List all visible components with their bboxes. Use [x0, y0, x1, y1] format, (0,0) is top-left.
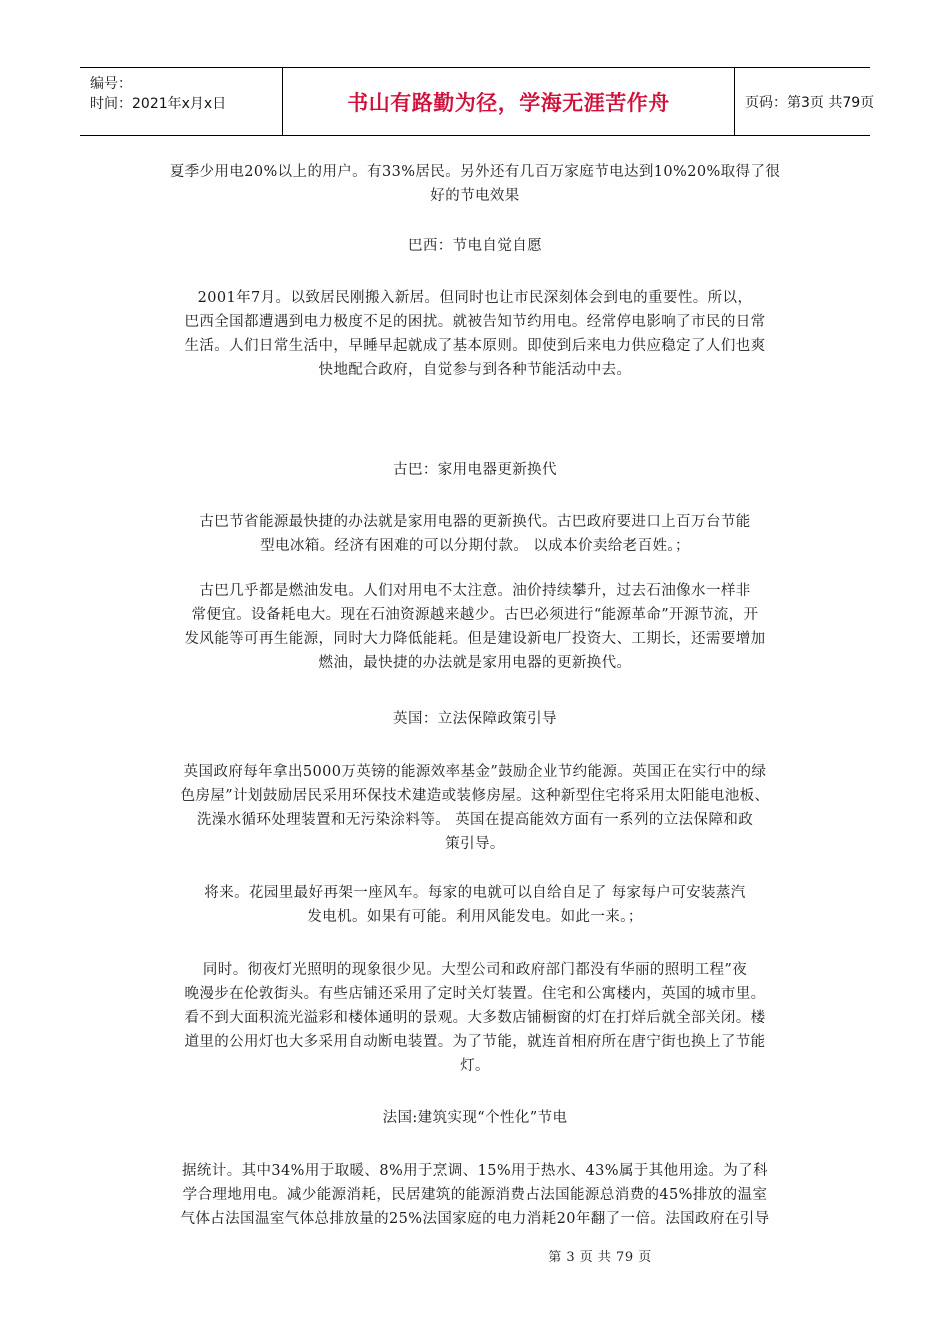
text-line: 英国政府每年拿出5000万英镑的能源效率基金”鼓励企业节约能源。英国正在实行中的绿	[183, 764, 767, 780]
text-line: 2001年7月。以致居民刚搬入新居。但同时也让市民深刻体会到电的重要性。所以，	[197, 290, 753, 306]
text-line: 燃油，最快捷的办法就是家用电器的更新换代。	[318, 655, 632, 671]
text-line: 发电机。如果有可能。利用风能发电。如此一来。；	[307, 909, 643, 925]
text-line: 好的节电效果	[430, 188, 520, 204]
section-heading: 巴西：节电自觉自愿	[407, 238, 543, 254]
page-footer	[0, 1246, 950, 1265]
paragraph	[140, 579, 810, 675]
text-line: 生活。人们日常生活中，早睡早起就成了基本原则。即使到后来电力供应稳定了人们也爽	[184, 338, 766, 354]
page-header	[80, 67, 875, 136]
text-line: 夏季少用电20%以上的用户。有33%居民。另外还有几百万家庭节电达到10%20%取得了很	[169, 164, 781, 180]
text-line: 学合理地用电。减少能源消耗，民居建筑的能源消费占法国能源总消费的45%排放的温室	[182, 1187, 768, 1203]
header-page-info: 页码：第3页 共79页	[745, 94, 875, 111]
paragraph	[140, 286, 810, 382]
document-number-label: 编号：	[90, 76, 132, 92]
text-line: 将来。花园里最好再架一座风车。每家的电就可以自给自足了 每家每户可安装蒸汽	[204, 885, 746, 901]
section-heading: 法国:建筑实现“个性化”节电	[382, 1110, 568, 1126]
text-line: 道里的公用灯也大多采用自动断电装置。为了节能，就连首相府所在唐宁街也换上了节能	[184, 1034, 766, 1050]
text-line: 气体占法国温室气体总排放量的25%法国家庭的电力消耗20年翻了一倍。法国政府在引导	[180, 1211, 770, 1227]
header-motto: 书山有路勤为径，学海无涯苦作舟	[347, 90, 670, 115]
paragraph	[140, 510, 810, 558]
footer-page-number: 第 3 页 共 79 页	[548, 1250, 652, 1265]
text-line: 常便宜。设备耗电大。现在石油资源越来越少。古巴必须进行“能源革命”开源节流，开	[191, 607, 759, 623]
paragraph	[140, 160, 810, 208]
text-line: 灯。	[460, 1058, 490, 1074]
document-time-label: 时间：2021年x月x日	[90, 96, 227, 112]
paragraph	[140, 1159, 810, 1231]
text-line: 洗澡水循环处理装置和无污染涂料等。 英国在提高能效方面有一系列的立法保障和政	[196, 812, 754, 828]
text-line: 古巴几乎都是燃油发电。人们对用电不太注意。油价持续攀升，过去石油像水一样非	[199, 583, 751, 599]
text-line: 型电冰箱。经济有困难的可以分期付款。 以成本价卖给老百姓。；	[260, 538, 690, 554]
text-line: 古巴节省能源最快捷的办法就是家用电器的更新换代。古巴政府要进口上百万台节能	[199, 514, 751, 530]
text-line: 巴西全国都遭遇到电力极度不足的困扰。就被告知节约用电。经常停电影响了市民的日常	[184, 314, 766, 330]
text-line: 色房屋”计划鼓励居民采用环保技术建造或装修房屋。这种新型住宅将采用太阳能电池板、	[180, 788, 770, 804]
text-line: 策引导。	[445, 836, 505, 852]
paragraph	[140, 958, 810, 1078]
text-line: 晚漫步在伦敦街头。有些店铺还采用了定时关灯装置。住宅和公寓楼内，英国的城市里。	[184, 986, 766, 1002]
paragraph	[140, 881, 810, 929]
text-line: 快地配合政府，自觉参与到各种节能活动中去。	[318, 362, 632, 378]
text-line: 发风能等可再生能源，同时大力降低能耗。但是建设新电厂投资大、工期长，还需要增加	[184, 631, 766, 647]
text-line: 同时。彻夜灯光照明的现象很少见。大型公司和政府部门都没有华丽的照明工程”夜	[202, 962, 748, 978]
section-heading: 英国：立法保障政策引导	[393, 711, 557, 727]
text-line: 据统计。其中34%用于取暖、8%用于烹调、15%用于热水、43%属于其他用途。为了科	[182, 1163, 768, 1179]
text-line: 看不到大面积流光溢彩和楼体通明的景观。大多数店铺橱窗的灯在打烊后就全部关闭。楼	[184, 1010, 766, 1026]
section-heading: 古巴：家用电器更新换代	[393, 462, 557, 478]
paragraph	[140, 760, 810, 856]
header-meta-cell	[80, 68, 282, 135]
